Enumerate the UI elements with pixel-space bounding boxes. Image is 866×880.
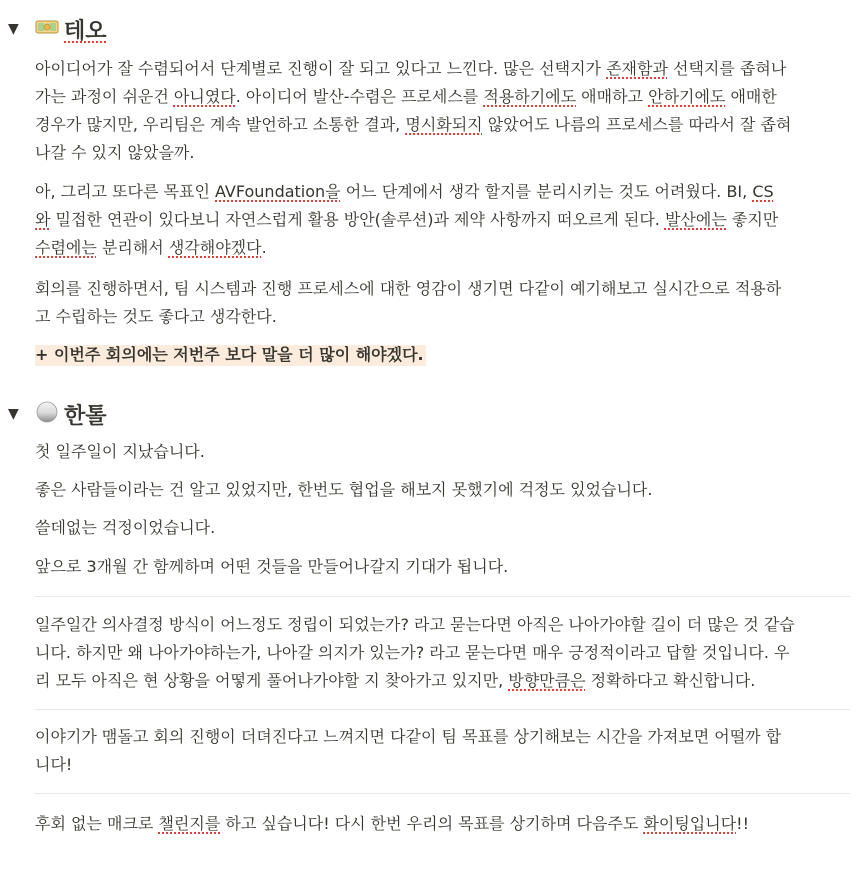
spellcheck-word: CS [752,182,774,201]
spellcheck-word: 적용하기에도 [483,87,577,106]
paragraph-line [35,341,850,369]
text-run: 애매하고 [576,87,649,106]
divider [35,596,850,597]
paragraph-line [35,476,850,504]
text-run: 첫 일주일이 지났습니다. [35,442,205,461]
paragraph-line [35,83,850,111]
text-run: 후회 없는 매크로 [35,814,159,833]
paragraph [35,178,850,262]
text-run: . 아이디어 발산-수렴은 프로세스를 [235,87,484,106]
text-run: 좋지만 [726,210,779,229]
text-run: 않았어도 나름의 프로세스를 따라서 잘 좁혀 [482,115,792,134]
divider [35,709,850,710]
toggle-title: 한톨 [64,404,107,429]
toggle-header-hantol[interactable] [0,395,200,429]
text-run: 이야기가 맴돌고 회의 진행이 더뎌진다고 느껴지면 다같이 팀 목표를 상기해보는 시간을 가져보면 어떨까 합 [35,727,782,746]
paragraph-line [35,723,850,751]
text-run: 쓸데없는 걱정이었습니다. [35,518,216,537]
toggle-header-teo[interactable] [0,10,200,44]
moon-ball-icon [35,401,59,423]
highlighted-paragraph [35,341,850,369]
text-run: 나갈 수 있지 않았을까. [35,143,195,162]
paragraph-line [35,639,850,667]
paragraph [35,810,850,838]
spellcheck-word: 존재함과 [606,59,668,78]
paragraph-line [35,667,850,695]
paragraph-line [35,751,850,779]
text-run: . [261,238,267,257]
text-run: 분리해서 [96,238,169,257]
text-run: 고 수립하는 것도 좋다고 생각한다. [35,307,277,326]
paragraph-line [35,303,850,331]
text-run: 니다. 하지만 왜 나아가야하는가, 나아갈 의지가 있는가? 라고 묻는다면 매우 긍정적이라고 답할 것입니다. 우 [35,643,790,662]
paragraph [35,438,850,466]
paragraph-line [35,810,850,838]
text-run: 하고 싶습니다! 다시 한번 우리의 목표를 상기하며 다음주도 [220,814,644,833]
paragraph-line [35,206,850,234]
paragraph-line [35,611,850,639]
paragraph [35,723,850,779]
paragraph-line [35,55,850,83]
text-run: 일주일간 의사결정 방식이 어느정도 정립이 되었는가? 라고 묻는다면 아직은 나아가야할 길이 더 많은 것 같습 [35,615,795,634]
spellcheck-word: 명시화되지 [405,115,483,134]
text-run: 회의를 진행하면서, 팀 시스템과 진행 프로세스에 대한 영감이 생기면 다같이 예기해보고 실시간으로 적용하 [35,279,782,298]
text-run: 아이디어가 잘 수렴되어서 단계별로 진행이 잘 되고 있다고 느낀다. 많은 선택지가 [35,59,607,78]
text-run: 좋은 사람들이라는 건 알고 있었지만, 한번도 협업을 해보지 못했기에 걱정도 있었습니다. [35,480,653,499]
text-run: 경우가 많지만, 우리팀은 계속 발언하고 소통한 결과, [35,115,406,134]
text-run: 밀접한 연관이 있다보니 자연스럽게 활용 방안(솔루션)과 제약 사항까지 떠오르게 된다. [50,210,665,229]
paragraph-line [35,139,850,167]
highlight-text [35,345,426,366]
toggle-triangle-icon[interactable]: ▼ [8,406,19,422]
paragraph [35,275,850,331]
toggle-triangle-icon[interactable]: ▼ [8,21,19,37]
paragraph [35,476,850,504]
toggle-title: 테오 [64,19,107,44]
divider [35,793,850,794]
paragraph-line [35,234,850,262]
spellcheck-word: 수렴에는 [35,238,97,257]
text-run: !! [736,814,749,833]
text-run: 애매한 [725,87,777,106]
text-run: 선택지를 좁혀나 [667,59,787,78]
paragraph-line [35,111,850,139]
text-run: 앞으로 3개월 간 함께하며 어떤 것들을 만들어나갈지 기대가 됩니다. [35,557,509,576]
spellcheck-word: AVFoundation을 [215,182,341,201]
paragraph-line [35,553,850,581]
text-run: 어느 단계에서 생각 할지를 분리시키는 것도 어려웠다. BI, [340,182,753,201]
paragraph-line [35,438,850,466]
spellcheck-word: 아니였다 [173,87,236,106]
spellcheck-word: 생각해야겠다 [168,238,262,257]
text-run: 아, 그리고 또다른 목표인 [35,182,215,201]
text-run: 정확하다고 확신합니다. [585,671,756,690]
spellcheck-word: 챌린지를 [158,814,221,833]
paragraph [35,611,850,695]
text-run: 리 모두 아직은 현 상황을 어떻게 풀어나가야할 지 찾아가고 있지만, [35,671,509,690]
spellcheck-word: 방향만큼은 [508,671,586,690]
paragraph-line [35,178,850,206]
spellcheck-word: 발산에는 [664,210,727,229]
paragraph-line [35,514,850,542]
paragraph [35,514,850,542]
spellcheck-word: 안하기에도 [648,87,726,106]
paragraph [35,55,850,167]
spellcheck-word: 와 [35,210,51,229]
text-run: 가는 과정이 쉬운건 [35,87,174,106]
paragraph-line [35,275,850,303]
text-run: 니다! [35,755,73,774]
text-run: + 이번주 회의에는 저번주 보다 말을 더 많이 해야겠다. [35,345,424,364]
money-bag-icon [35,16,59,38]
spellcheck-word: 화이팅입니다 [643,814,737,833]
paragraph [35,553,850,581]
